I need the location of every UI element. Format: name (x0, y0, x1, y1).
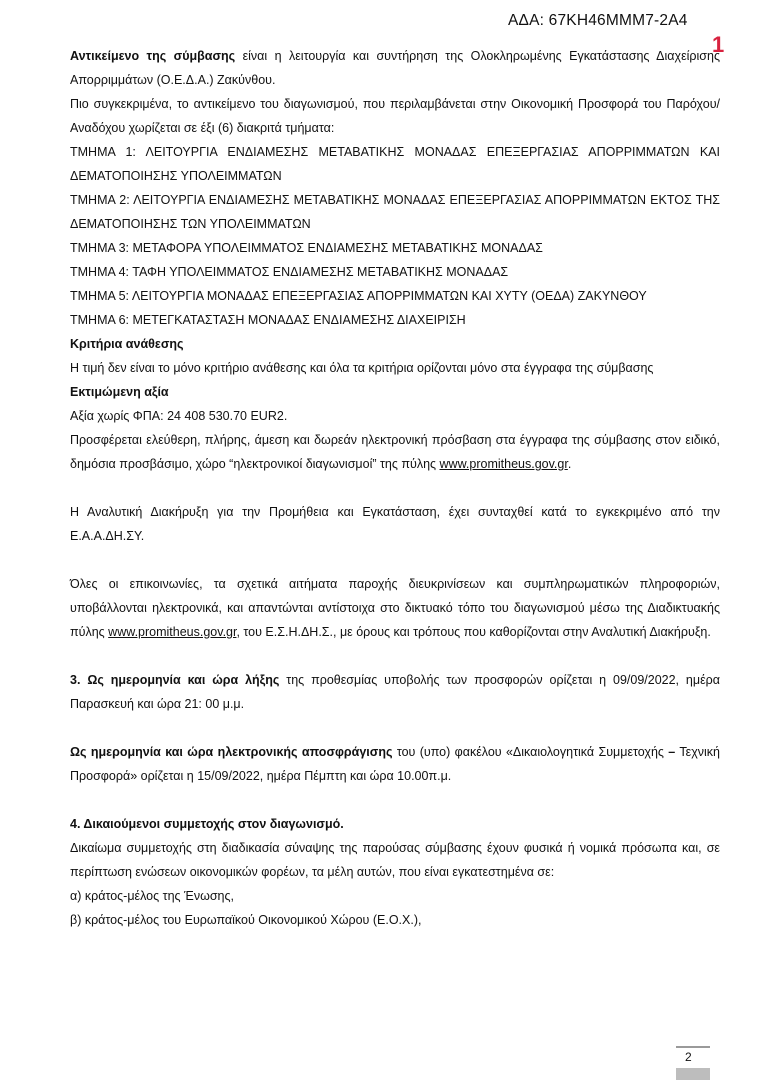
page-marker: 1 (712, 32, 725, 57)
contract-object-label: Αντικείμενο της σύμβασης (70, 49, 236, 63)
intro-paragraph: Πιο συγκεκριμένα, το αντικείμενο του διαγωνισμού, που περιλαμβάνεται στην Οικονομική Προσφορά του Παρόχου/Αναδόχου χωρίζεται σε έξι (6) διακριτά τμήματα: (70, 97, 720, 135)
part-item: ΤΜΗΜΑ 5: ΛΕΙΤΟΥΡΓΙΑ ΜΟΝΑΔΑΣ ΕΠΕΞΕΡΓΑΣΙΑΣ ΑΠΟΡΡΙΜΜΑΤΩΝ ΚΑΙ ΧΥΤΥ (ΟΕΔΑ) ΖΑΚΥΝΘΟΥ (70, 289, 647, 303)
communications-paragraph: Όλες οι επικοινωνίες, τα σχετικά αιτήματα παροχής διευκρινίσεων και συμπληρωματικών πληροφοριών, υποβάλλονται ηλεκτρονικά, και απαντώνται αντίστοιχα στο δικτυακό τόπο του διαγωνισμού μέσω της Διαδικτυακής πύλης www.promitheus.gov.gr, του Ε.Σ.Η.ΔΗ.Σ., με όρους και τρόπους που καθορίζονται στην Αναλυτική Διακήρυξη. (70, 577, 720, 639)
estimated-value-text: Αξία χωρίς ΦΠΑ: 24 408 530.70 EUR2. (70, 409, 288, 423)
award-criteria-heading: Κριτήρια ανάθεσης (70, 337, 184, 351)
ada-code: ΑΔΑ: 67ΚΗ46ΜΜΜ7-2Α4 (508, 12, 688, 29)
access-paragraph: Προσφέρεται ελεύθερη, πλήρης, άμεση και δωρεάν ηλεκτρονική πρόσβαση στα έγγραφα της σύμβασης στον ειδικό, δημόσια προσβάσιμο, χώρο “ηλεκτρονικοί διαγωνισμοί” της πύλης www.promitheus.gov.gr. (70, 433, 720, 471)
part-item: ΤΜΗΜΑ 6: ΜΕΤΕΓΚΑΤΑΣΤΑΣΗ ΜΟΝΑΔΑΣ ΕΝΔΙΑΜΕΣΗΣ ΔΙΑΧΕΙΡΙΣΗ (70, 313, 466, 327)
participation-text: Δικαίωμα συμμετοχής στη διαδικασία σύναψης της παρούσας σύμβασης έχουν φυσικά ή νομικά πρόσωπα και, σε περίπτωση ενώσεων οικονομικών φορέων, τα μέλη αυτών, που είναι εγκατεστημένα σε: (70, 841, 720, 879)
award-criteria-text: Η τιμή δεν είναι το μόνο κριτήριο ανάθεσης και όλα τα κριτήρια ορίζονται μόνο στα έγγραφα της σύμβασης (70, 361, 654, 375)
part-item: ΤΜΗΜΑ 1: ΛΕΙΤΟΥΡΓΙΑ ΕΝΔΙΑΜΕΣΗΣ ΜΕΤΑΒΑΤΙΚΗΣ ΜΟΝΑΔΑΣ ΕΠΕΞΕΡΓΑΣΙΑΣ ΑΠΟΡΡΙΜΜΑΤΩΝ ΚΑΙ ΔΕΜΑΤΟΠΟΙΗΣΗΣ ΥΠΟΛΕΙΜΜΑΤΩΝ (70, 145, 720, 183)
declaration-paragraph: Η Αναλυτική Διακήρυξη για την Προμήθεια και Εγκατάσταση, έχει συνταχθεί κατά το εγκεκριμένο από την Ε.Α.Α.ΔΗ.ΣΥ. (70, 505, 720, 543)
part-item: ΤΜΗΜΑ 4: ΤΑΦΗ ΥΠΟΛΕΙΜΜΑΤΟΣ ΕΝΔΙΑΜΕΣΗΣ ΜΕΤΑΒΑΤΙΚΗΣ ΜΟΝΑΔΑΣ (70, 265, 509, 279)
unsealing-paragraph: Ως ημερομηνία και ώρα ηλεκτρονικής αποσφράγισης του (υπο) φακέλου «Δικαιολογητικά Συμμετοχής – Τεχνική Προσφορά» ορίζεται η 15/09/2022, ημέρα Πέμπτη και ώρα 10.00π.μ. (70, 745, 720, 783)
part-item: ΤΜΗΜΑ 2: ΛΕΙΤΟΥΡΓΙΑ ΕΝΔΙΑΜΕΣΗΣ ΜΕΤΑΒΑΤΙΚΗΣ ΜΟΝΑΔΑΣ ΕΠΕΞΕΡΓΑΣΙΑΣ ΑΠΟΡΡΙΜΜΑΤΩΝ ΕΚΤΟΣ ΤΗΣ ΔΕΜΑΤΟΠΟΙΗΣΗΣ ΤΩΝ ΥΠΟΛΕΙΜΜΑΤΩΝ (70, 193, 720, 231)
footer-bar (676, 1068, 710, 1080)
participation-heading: 4. Δικαιούμενοι συμμετοχής στον διαγωνισμό. (70, 817, 344, 831)
deadline-paragraph: 3. Ως ημερομηνία και ώρα λήξης της προθεσμίας υποβολής των προσφορών ορίζεται η 09/09/2022, ημέρα Παρασκευή και ώρα 21: 00 μ.μ. (70, 673, 720, 711)
contract-object-paragraph (70, 44, 720, 92)
contract-object-text: είναι η λειτουργία και συντήρηση της Ολοκληρωμένης Εγκατάστασης Διαχείρισης Απορριμμάτων (Ο.Ε.Δ.Α.) Ζακύνθου. (70, 49, 720, 87)
part-item: ΤΜΗΜΑ 3: ΜΕΤΑΦΟΡΑ ΥΠΟΛΕΙΜΜΑΤΟΣ ΕΝΔΙΑΜΕΣΗΣ ΜΕΤΑΒΑΤΙΚΗΣ ΜΟΝΑΔΑΣ (70, 241, 543, 255)
footer-divider (676, 1046, 710, 1048)
estimated-value-heading: Εκτιμώμενη αξία (70, 385, 169, 399)
document-body (70, 44, 720, 932)
page-number: 2 (685, 1050, 692, 1064)
promitheus-link[interactable]: www.promitheus.gov.gr (439, 457, 568, 471)
promitheus-link[interactable]: www.promitheus.gov.gr (108, 625, 237, 639)
list-item: β) κράτος-μέλος του Ευρωπαϊκού Οικονομικού Χώρου (Ε.Ο.Χ.), (70, 913, 422, 927)
list-item: α) κράτος-μέλος της Ένωσης, (70, 889, 234, 903)
unsealing-label: Ως ημερομηνία και ώρα ηλεκτρονικής αποσφράγισης (70, 745, 393, 759)
deadline-label: 3. Ως ημερομηνία και ώρα λήξης (70, 673, 280, 687)
